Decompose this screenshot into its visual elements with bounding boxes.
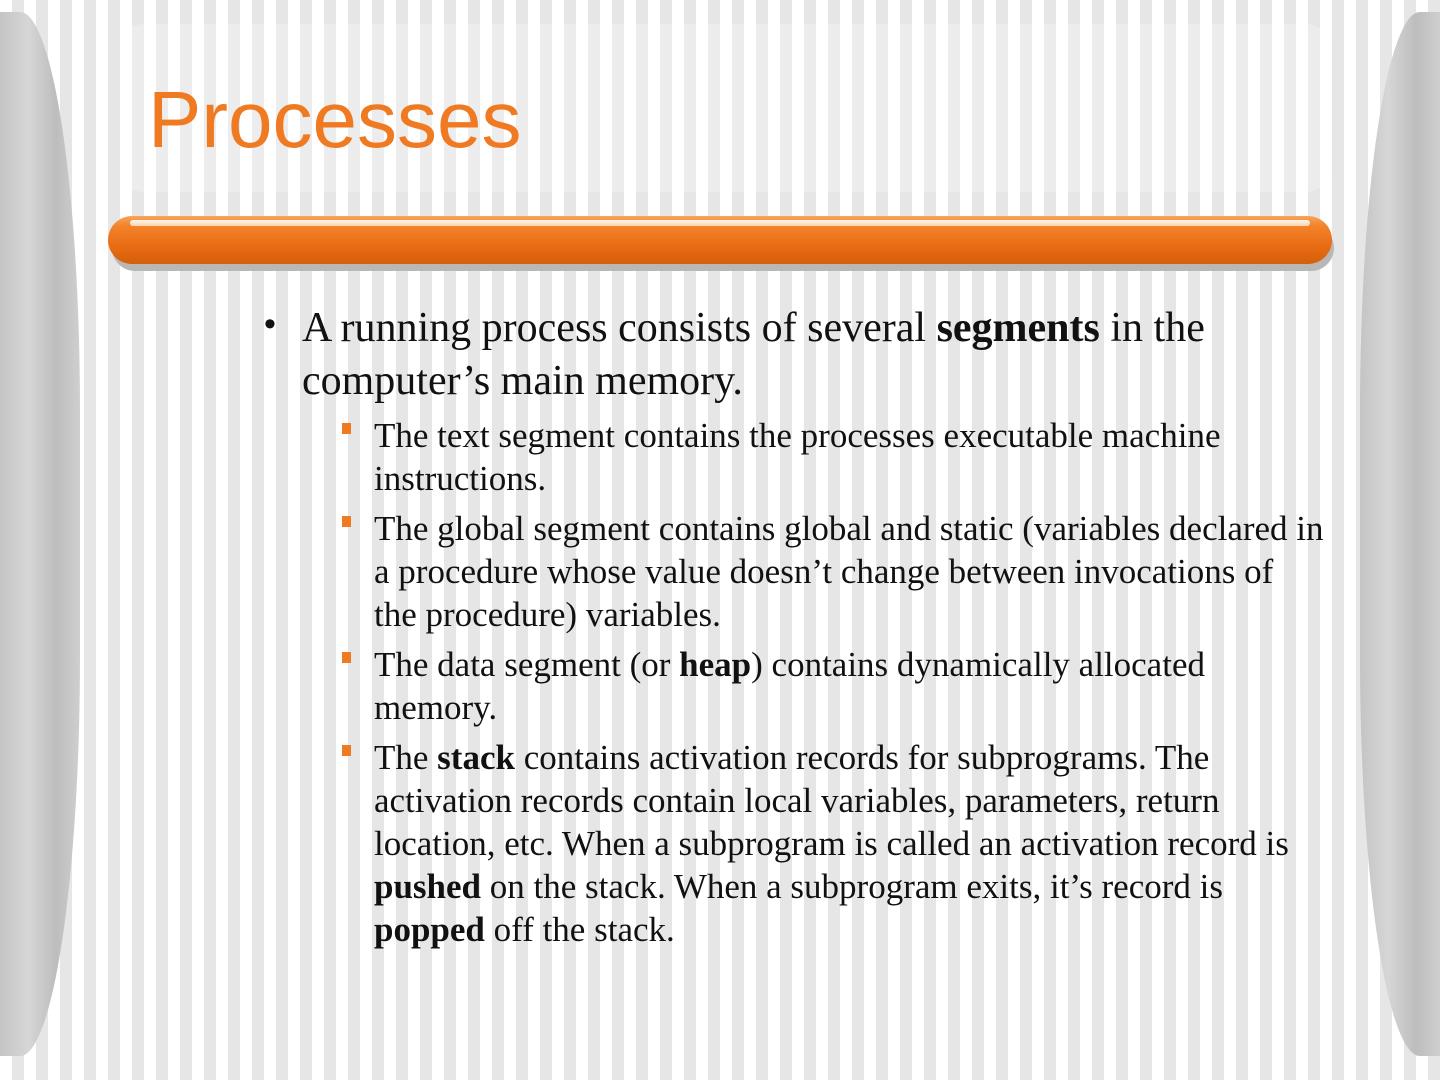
slide-body (264, 302, 1324, 958)
text-run: The data segment (or (374, 645, 680, 684)
bullet-dot-icon: • (264, 305, 276, 343)
sub-bullet-item (264, 414, 1324, 500)
bullet-item (264, 302, 1324, 408)
text-run: in the computer’s main memory. (302, 305, 1205, 404)
square-bullet-icon (342, 423, 351, 434)
title-bar-highlight (130, 220, 1310, 226)
sub-bullet-item (264, 643, 1324, 729)
bold-term: segments (936, 305, 1100, 351)
sub-bullet-list (264, 414, 1324, 951)
text-run: The text segment contains the processes executable machine instructions. (374, 416, 1221, 498)
text-run: off the stack. (484, 910, 675, 949)
bold-term: popped (374, 910, 485, 949)
text-run: contains activation records for subprograms. The activation records contain local variables, parameters, return location, etc. When a subprogram is called an activation record is (374, 738, 1289, 863)
left-curtain-decoration (0, 12, 80, 1056)
bullet-text (302, 305, 1205, 404)
right-curtain-decoration (1360, 12, 1440, 1056)
text-run: The (374, 738, 438, 777)
square-bullet-icon (342, 516, 351, 527)
square-bullet-icon (342, 745, 351, 756)
slide-title: Processes (148, 75, 522, 164)
bold-term: stack (437, 738, 515, 777)
sub-bullet-item (264, 507, 1324, 636)
sub-bullet-item (264, 736, 1324, 951)
bold-term: heap (679, 645, 752, 684)
text-run: on the stack. When a subprogram exits, it’s record is (481, 867, 1223, 906)
text-run: A running process consists of several (302, 305, 937, 351)
square-bullet-icon (342, 652, 351, 663)
text-run: The global segment contains global and static (variables declared in a procedure whose value doesn’t change between invocations of the procedure) variables. (374, 509, 1324, 634)
text-run: ) contains dynamically allocated memory. (374, 645, 1205, 727)
bold-term: pushed (374, 867, 482, 906)
